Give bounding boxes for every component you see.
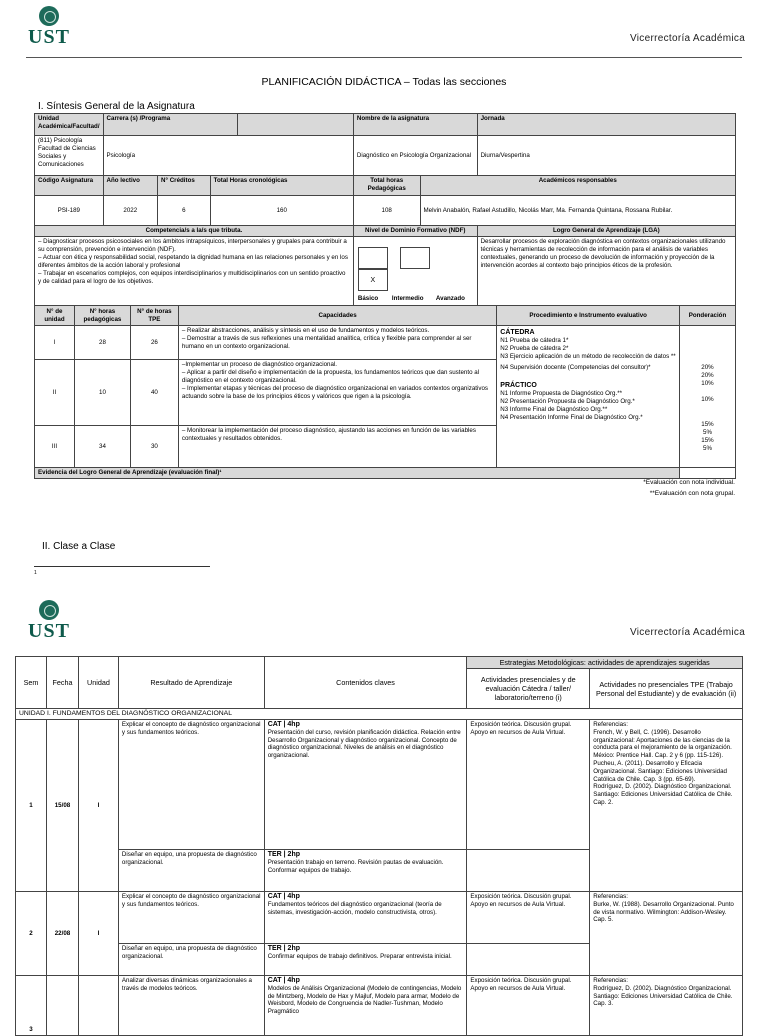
- practico-item: N1 Informe Propuesta de Diagnóstico Org.**: [500, 390, 623, 397]
- h-sem: Sem: [16, 657, 47, 709]
- contenidos: CAT | 4hp Fundamentos teóricos del diagnóstico organizacional (teoría de sistemas, investigación-acción, modelo constructivista, otros).: [264, 892, 467, 944]
- pct: 10%: [701, 396, 714, 403]
- ndf-label-basico: Básico: [357, 295, 379, 302]
- week-fecha: 15/08: [46, 720, 78, 892]
- h-horas-ped: N° horas pedagógicas: [74, 306, 130, 326]
- unidad-num: II: [35, 360, 75, 426]
- unidades-table: [34, 305, 736, 479]
- practico-title: PRÁCTICO: [500, 382, 537, 389]
- practico-item: N3 Informe Final de Diagnóstico Org.**: [500, 406, 608, 413]
- h-competencias: Competencia/s a la/s que tributa.: [35, 226, 354, 237]
- nombre-value: Diagnóstico en Psicología Organizacional: [353, 136, 477, 176]
- footnote-number: 1: [34, 570, 37, 576]
- h-pedag: Total horas Pedagógicas: [353, 176, 420, 196]
- practico-item: N4 Presentación Informe Final de Diagnóstico Org.*: [500, 414, 643, 421]
- unidad-num: I: [35, 326, 75, 360]
- ndf-box-basico: [358, 247, 388, 269]
- h-anio: Año lectivo: [103, 176, 157, 196]
- contenidos: TER | 2hp Presentación trabajo en terreno. Revisión pautas de evaluación. Conformar equipos de trabajo.: [264, 850, 467, 892]
- unidad-tpe: 26: [130, 326, 178, 360]
- presencial: Exposición teórica. Discusión grupal. Apoyo en recursos de Aula Virtual.: [467, 720, 590, 850]
- footnote-rule: [34, 566, 210, 567]
- h-jornada: Jornada: [477, 114, 735, 136]
- academicos-value: Melvin Anabalón, Rafael Astudillo, Nicolás Marr, Ma. Fernanda Quintana, Rossana Rubilar.: [420, 196, 735, 226]
- pct: 15%: [701, 421, 714, 428]
- unidad-capacidades: – Realizar abstracciones, análisis y síntesis en el uso de fundamentos y modelos teóricos. – Demostrar a través de sus reflexiones una mentalidad analítica, crítica y flexible para comprender al ser humano en un contexto organizacional.: [178, 326, 496, 360]
- resultado: Explicar el concepto de diagnóstico organizacional y sus fundamentos teóricos.: [118, 892, 264, 944]
- week-fecha: [46, 976, 78, 1036]
- h-acad: Académicos responsables: [420, 176, 735, 196]
- h-lga: Logro General de Aprendizaje (LGA): [477, 226, 735, 237]
- competencia-item: – Diagnosticar procesos psicosociales en los ámbitos intrapsíquicos, interpersonales y grupales para contribuir a su comprensión, prevención e intervención (NDF).: [38, 238, 347, 253]
- h-unidad: Unidad: [78, 657, 118, 709]
- week-sem: 3: [16, 976, 47, 1036]
- contenidos: TER | 2hp Confirmar equipos de trabajo definitivos. Preparar entrevista inicial.: [264, 944, 467, 976]
- ust-logo-page2: [24, 600, 74, 641]
- h-contenidos: Contenidos claves: [264, 657, 467, 709]
- anio-value: 2022: [103, 196, 157, 226]
- pct: 10%: [701, 380, 714, 387]
- lga-text: Desarrollar procesos de exploración diagnóstica en contextos organizacionales utilizando técnicas y herramientas de recolección de información para el análisis de variables contextuales, generando un proceso de devolución de información y proyección de la intervención acordes al contexto bajo principios éticos de la profesión.: [477, 237, 735, 306]
- doc-title: PLANIFICACIÓN DIDÁCTICA – Todas las secciones: [261, 76, 507, 88]
- resultado: Diseñar en equipo, una propuesta de diagnóstico organizacional.: [118, 850, 264, 892]
- unidad-capacidades: – Monitorear la implementación del proceso diagnóstico, ajustando las acciones en función de las variables contextuales y resultados obtenidos.: [178, 426, 496, 468]
- unidad-tpe: 30: [130, 426, 178, 468]
- h-ndf: Nivel de Dominio Formativo (NDF): [353, 226, 477, 237]
- sintesis-table: [34, 113, 736, 306]
- section1-title: I. Síntesis General de la Asignatura: [38, 101, 195, 112]
- ust-logo: [24, 6, 74, 47]
- ndf-label-avanzado: Avanzado: [435, 295, 465, 302]
- unidad-num: III: [35, 426, 75, 468]
- unidad-capacidades: –Implementar un proceso de diagnóstico organizacional. – Aplicar a partir del diseño e implementación de la propuesta, los fundamentos teóricos que dan sustento al diagnóstico en el contexto organizacional. – Implementar etapas y técnicas del proceso de diagnóstico organizacional en variados contextos organizativos actuando sobre la base de los principios éticos y valóricos que rigen a la psicología.: [178, 360, 496, 426]
- note-individual: *Evaluación con nota individual.: [643, 479, 735, 486]
- h-presenciales: Actividades presenciales y de evaluación Cátedra / taller/ laboratorio/terreno (i): [467, 669, 590, 709]
- resultado: Explicar el concepto de diagnóstico organizacional y sus fundamentos teóricos.: [118, 720, 264, 850]
- pct: 15%: [701, 437, 714, 444]
- contenidos: CAT | 4hp Presentación del curso, revisión planificación didáctica. Relación entre Desarrollo Organizacional y diagnóstico organizacional. Concepto de diagnóstico organizacional. Niveles de análisis en el diagnóstico organizacional.: [264, 720, 467, 850]
- pct: 20%: [701, 372, 714, 379]
- logo-text: UST: [28, 26, 70, 48]
- presencial: Exposición teórica. Discusión grupal. Apoyo en recursos de Aula Virtual.: [467, 976, 590, 1036]
- creditos-value: 6: [158, 196, 211, 226]
- jornada-value: Diurna/Vespertina: [477, 136, 735, 176]
- h-nombre: Nombre de la asignatura: [353, 114, 477, 136]
- unidad-horas: 28: [74, 326, 130, 360]
- pct: 5%: [703, 429, 712, 436]
- h-resultado: Resultado de Aprendizaje: [118, 657, 264, 709]
- unit-title-row: UNIDAD I. FUNDAMENTOS DEL DIAGNÓSTICO ORGANIZACIONAL: [16, 709, 743, 720]
- h-codigo: Código Asignatura: [35, 176, 104, 196]
- week-unidad: [78, 976, 118, 1036]
- h-carrera: Carrera (s) /Programa: [103, 114, 238, 136]
- catedra-item: N4 Supervisión docente (Competencias del consultor)*: [500, 364, 651, 371]
- ndf-box-intermedio: [400, 247, 430, 269]
- header-divider: [26, 57, 742, 58]
- unidad-horas: 10: [74, 360, 130, 426]
- h-ponderacion: Ponderación: [679, 306, 735, 326]
- note-grupal: **Evaluación con nota grupal.: [649, 490, 735, 497]
- ndf-label-intermedio: Intermedio: [391, 295, 424, 302]
- h-horas: Total Horas cronológicas: [210, 176, 353, 196]
- competencia-item: – Trabajar en escenarios complejos, con equipos interdisciplinarios y multidisciplinarios con un sentido proactivo y de calidad para el logro de los objetivos.: [38, 270, 346, 285]
- pct: 20%: [701, 364, 714, 371]
- resultado: Analizar diversas dinámicas organizacionales a través de modelos teóricos.: [118, 976, 264, 1036]
- competencias-list: [35, 237, 354, 306]
- office-title: Vicerrectoría Académica: [630, 33, 746, 44]
- referencias: Referencias: French, W. y Bell, C. (1996). Desarrollo organizacional: Aportaciones de las ciencias de la conducta para el mejoramiento de la organización. México: Prentice Hall. Cap. 2 y 6 (pp. 115-126). Pucheu, A. (2011). Desarrollo y Eficacia Organizacional. Santiago: Ediciones Universidad Católica de Chile. Cap. 3 (pp. 65-69). Rodríguez, D. (2002). Diagnóstico Organizacional. Santiago: Ediciones Universidad Católica de Chile. Cap. 2.: [590, 720, 743, 892]
- h-no-presenciales: Actividades no presenciales TPE (Trabajo Personal del Estudiante) y de evaluación (ii): [590, 669, 743, 709]
- horas-value: 160: [210, 196, 353, 226]
- ust-seal-icon: [39, 600, 59, 620]
- ndf-box-avanzado: X: [358, 269, 388, 291]
- procedimiento-cell: [497, 326, 680, 468]
- ponderacion-cell: [679, 326, 735, 468]
- competencia-item: – Actuar con ética y responsabilidad social, respetando la dignidad humana en las relaciones personales y en los diferentes ámbitos de la acción laboral y profesional: [38, 254, 348, 269]
- office-title-page2: Vicerrectoría Académica: [630, 627, 746, 638]
- pedag-value: 108: [353, 196, 420, 226]
- section2-title: II. Clase a Clase: [42, 541, 116, 552]
- h-procedimiento: Procedimiento e Instrumento evaluativo: [497, 306, 680, 326]
- ndf-levels: [353, 237, 477, 306]
- h-num: N° de unidad: [35, 306, 75, 326]
- carrera-value: Psicología: [103, 136, 353, 176]
- unidad-value: (811) Psicología Facultad de Ciencias Sociales y Comunicaciones: [35, 136, 104, 176]
- week-unidad: I: [78, 892, 118, 976]
- pct: 5%: [703, 445, 712, 452]
- week-sem: 2: [16, 892, 47, 976]
- h-fecha: Fecha: [46, 657, 78, 709]
- h-unidad: Unidad Académica/Facultad/: [35, 114, 104, 136]
- catedra-title: CÁTEDRA: [500, 329, 535, 336]
- catedra-item: N3 Ejercicio aplicación de un método de recolección de datos **: [500, 353, 676, 360]
- resultado: Diseñar en equipo, una propuesta de diagnóstico organizacional.: [118, 944, 264, 976]
- unidad-tpe: 40: [130, 360, 178, 426]
- practico-item: N2 Presentación Propuesta de Diagnóstico Org.*: [500, 398, 635, 405]
- referencias: Referencias: Rodríguez, D. (2002). Diagnóstico Organizacional. Santiago: Ediciones Universidad Católica de Chile. Cap. 3.: [590, 976, 743, 1036]
- week-unidad: I: [78, 720, 118, 892]
- h-creditos: N° Créditos: [158, 176, 211, 196]
- codigo-value: PSI-189: [35, 196, 104, 226]
- week-fecha: 22/08: [46, 892, 78, 976]
- h-estrategias: Estrategias Metodológicas: actividades de aprendizajes sugeridas: [467, 657, 743, 669]
- h-tpe: N° de horas TPE: [130, 306, 178, 326]
- unidad-horas: 34: [74, 426, 130, 468]
- referencias: Referencias: Burke, W. (1988). Desarrollo Organizacional. Punto de vista normativo. Wilmington: Addison-Wesley. Cap. 5.: [590, 892, 743, 976]
- ust-seal-icon: [39, 6, 59, 26]
- evidencia-label: Evidencia del Logro General de Aprendizaje (evaluación final)¹: [35, 468, 680, 479]
- h-capacidades: Capacidades: [178, 306, 496, 326]
- contenidos: CAT | 4hp Modelos de Análisis Organizacional (Modelo de contingencias, Modelo de Mintzberg, Modelo de Hax y Majluf, Modelo para armar, Modelo de Weisbord, Modelo de Congruencia de Nadler-Tushman, Modelo Pragmático: [264, 976, 467, 1036]
- presencial: Exposición teórica. Discusión grupal. Apoyo en recursos de Aula Virtual.: [467, 892, 590, 944]
- catedra-item: N2 Prueba de cátedra 2*: [500, 345, 569, 352]
- clase-table: [15, 656, 743, 1036]
- catedra-item: N1 Prueba de cátedra 1*: [500, 337, 569, 344]
- logo-text: UST: [28, 620, 70, 642]
- week-sem: 1: [16, 720, 47, 892]
